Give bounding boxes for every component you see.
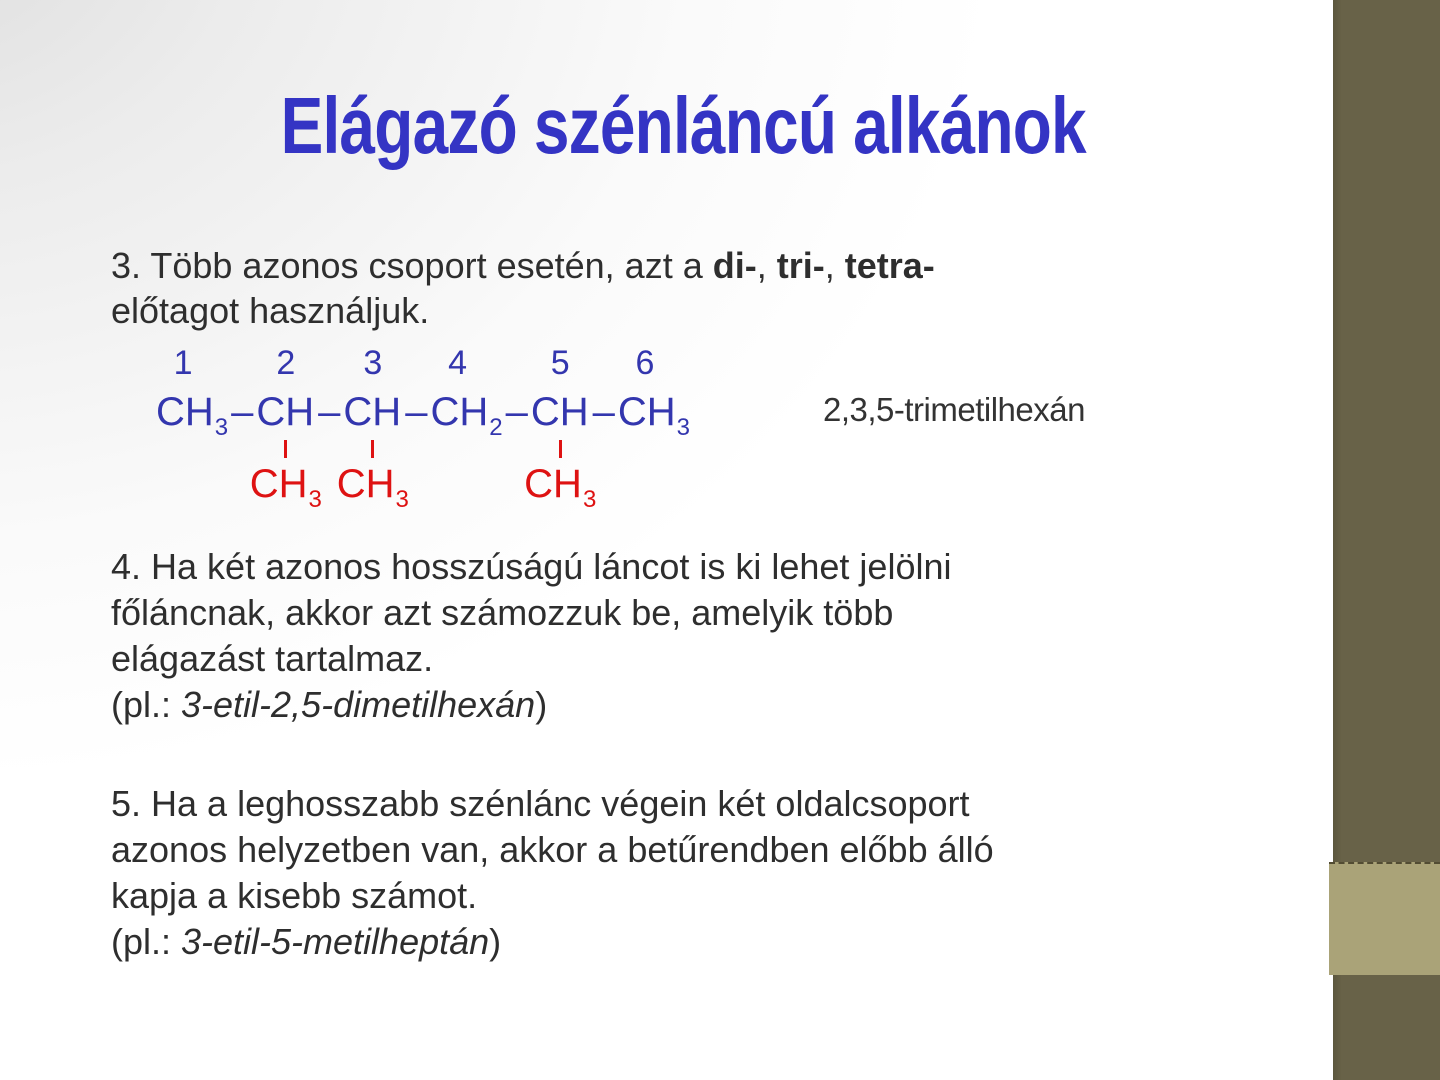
subscript: 3 bbox=[308, 486, 322, 514]
carbon-number-4: 4 bbox=[448, 344, 467, 382]
example-compound-name: 3-etil-2,5-dimetilhexán bbox=[181, 684, 536, 725]
rule-3-paragraph bbox=[111, 243, 935, 333]
subscript: 2 bbox=[489, 414, 503, 442]
carbon-number-2: 2 bbox=[276, 344, 296, 382]
subscript: 3 bbox=[395, 486, 409, 514]
subscript: 3 bbox=[582, 486, 597, 514]
methyl-branch-c3 bbox=[336, 436, 409, 514]
carbon-unit-6 bbox=[618, 344, 690, 442]
compound-name-label: 2,3,5-trimetilhexán bbox=[823, 391, 1085, 428]
right-band-accent-stripe bbox=[1329, 862, 1440, 975]
methyl-group: $CH_3$ bbox=[249, 462, 322, 514]
carbon-group-2: CH bbox=[256, 390, 315, 434]
carbon-group-6: $CH_3$ bbox=[617, 390, 691, 442]
example-compound-name: 3-etil-5-metilheptán bbox=[181, 921, 490, 962]
carbon-group-5: CH bbox=[530, 390, 589, 434]
prefix-tri: tri- bbox=[776, 245, 825, 286]
rule-5-paragraph bbox=[111, 781, 994, 965]
subscript: 3 bbox=[214, 414, 229, 442]
subscript: 3 bbox=[676, 414, 691, 442]
vertical-bond-line bbox=[371, 440, 374, 458]
single-bond-dash: – bbox=[405, 390, 428, 434]
rule-4-example: (pl.: 3-etil-2,5-dimetilhexán) bbox=[111, 684, 548, 725]
single-bond-dash: – bbox=[318, 390, 341, 434]
carbon-unit-3 bbox=[336, 344, 409, 514]
rule-4-line-1: 4. Ha két azonos hosszúságú láncot is ki lehet jelölni bbox=[111, 546, 952, 587]
rule-3-line-2: előtagot használjuk. bbox=[111, 290, 430, 331]
rule-5-line-1: 5. Ha a leghosszabb szénlánc végein két oldalcsoport bbox=[111, 783, 970, 824]
slide-title bbox=[17, 81, 1350, 170]
prefix-di: di- bbox=[712, 245, 757, 286]
carbon-group-1: $CH_3$ bbox=[156, 390, 229, 442]
rule-4-line-2: főláncnak, akkor azt számozzuk be, amelyik több bbox=[111, 592, 894, 633]
single-bond-dash: – bbox=[231, 390, 254, 434]
carbon-group-3: CH bbox=[343, 390, 402, 434]
vertical-bond-line bbox=[559, 440, 562, 458]
carbon-unit-2 bbox=[249, 344, 322, 514]
chemical-structure-formula bbox=[156, 344, 690, 514]
carbon-unit-5 bbox=[524, 344, 597, 514]
carbon-number-3: 3 bbox=[363, 344, 383, 382]
carbon-group-4: $CH_2$ bbox=[430, 390, 503, 442]
methyl-group: $CH_3$ bbox=[524, 462, 597, 514]
rule-4-paragraph bbox=[111, 544, 951, 728]
vertical-bond-line bbox=[284, 440, 287, 458]
slide-title-text: Elágazó szénláncú alkánok bbox=[280, 81, 1087, 170]
prefix-tetra: tetra- bbox=[844, 245, 935, 286]
methyl-branch-c2 bbox=[249, 436, 322, 514]
rule-5-line-2: azonos helyzetben van, akkor a betűrendben előbb álló bbox=[111, 829, 994, 870]
rule-3-line-1: 3. Több azonos csoport esetén, azt a di-, tri-, tetra- bbox=[111, 245, 935, 286]
right-decorative-band bbox=[1333, 0, 1440, 1080]
single-bond-dash: – bbox=[592, 390, 615, 434]
single-bond-dash: – bbox=[505, 390, 528, 434]
methyl-branch-c5 bbox=[524, 436, 597, 514]
carbon-number-6: 6 bbox=[635, 344, 655, 382]
methyl-group: $CH_3$ bbox=[336, 462, 409, 514]
carbon-unit-1 bbox=[156, 344, 228, 442]
rule-4-line-3: elágazást tartalmaz. bbox=[111, 638, 434, 679]
carbon-unit-4 bbox=[430, 344, 502, 442]
carbon-number-1: 1 bbox=[173, 344, 193, 382]
rule-5-line-3: kapja a kisebb számot. bbox=[111, 875, 478, 916]
carbon-number-5: 5 bbox=[550, 344, 570, 382]
rule-5-example: (pl.: 3-etil-5-metilheptán) bbox=[111, 921, 502, 962]
